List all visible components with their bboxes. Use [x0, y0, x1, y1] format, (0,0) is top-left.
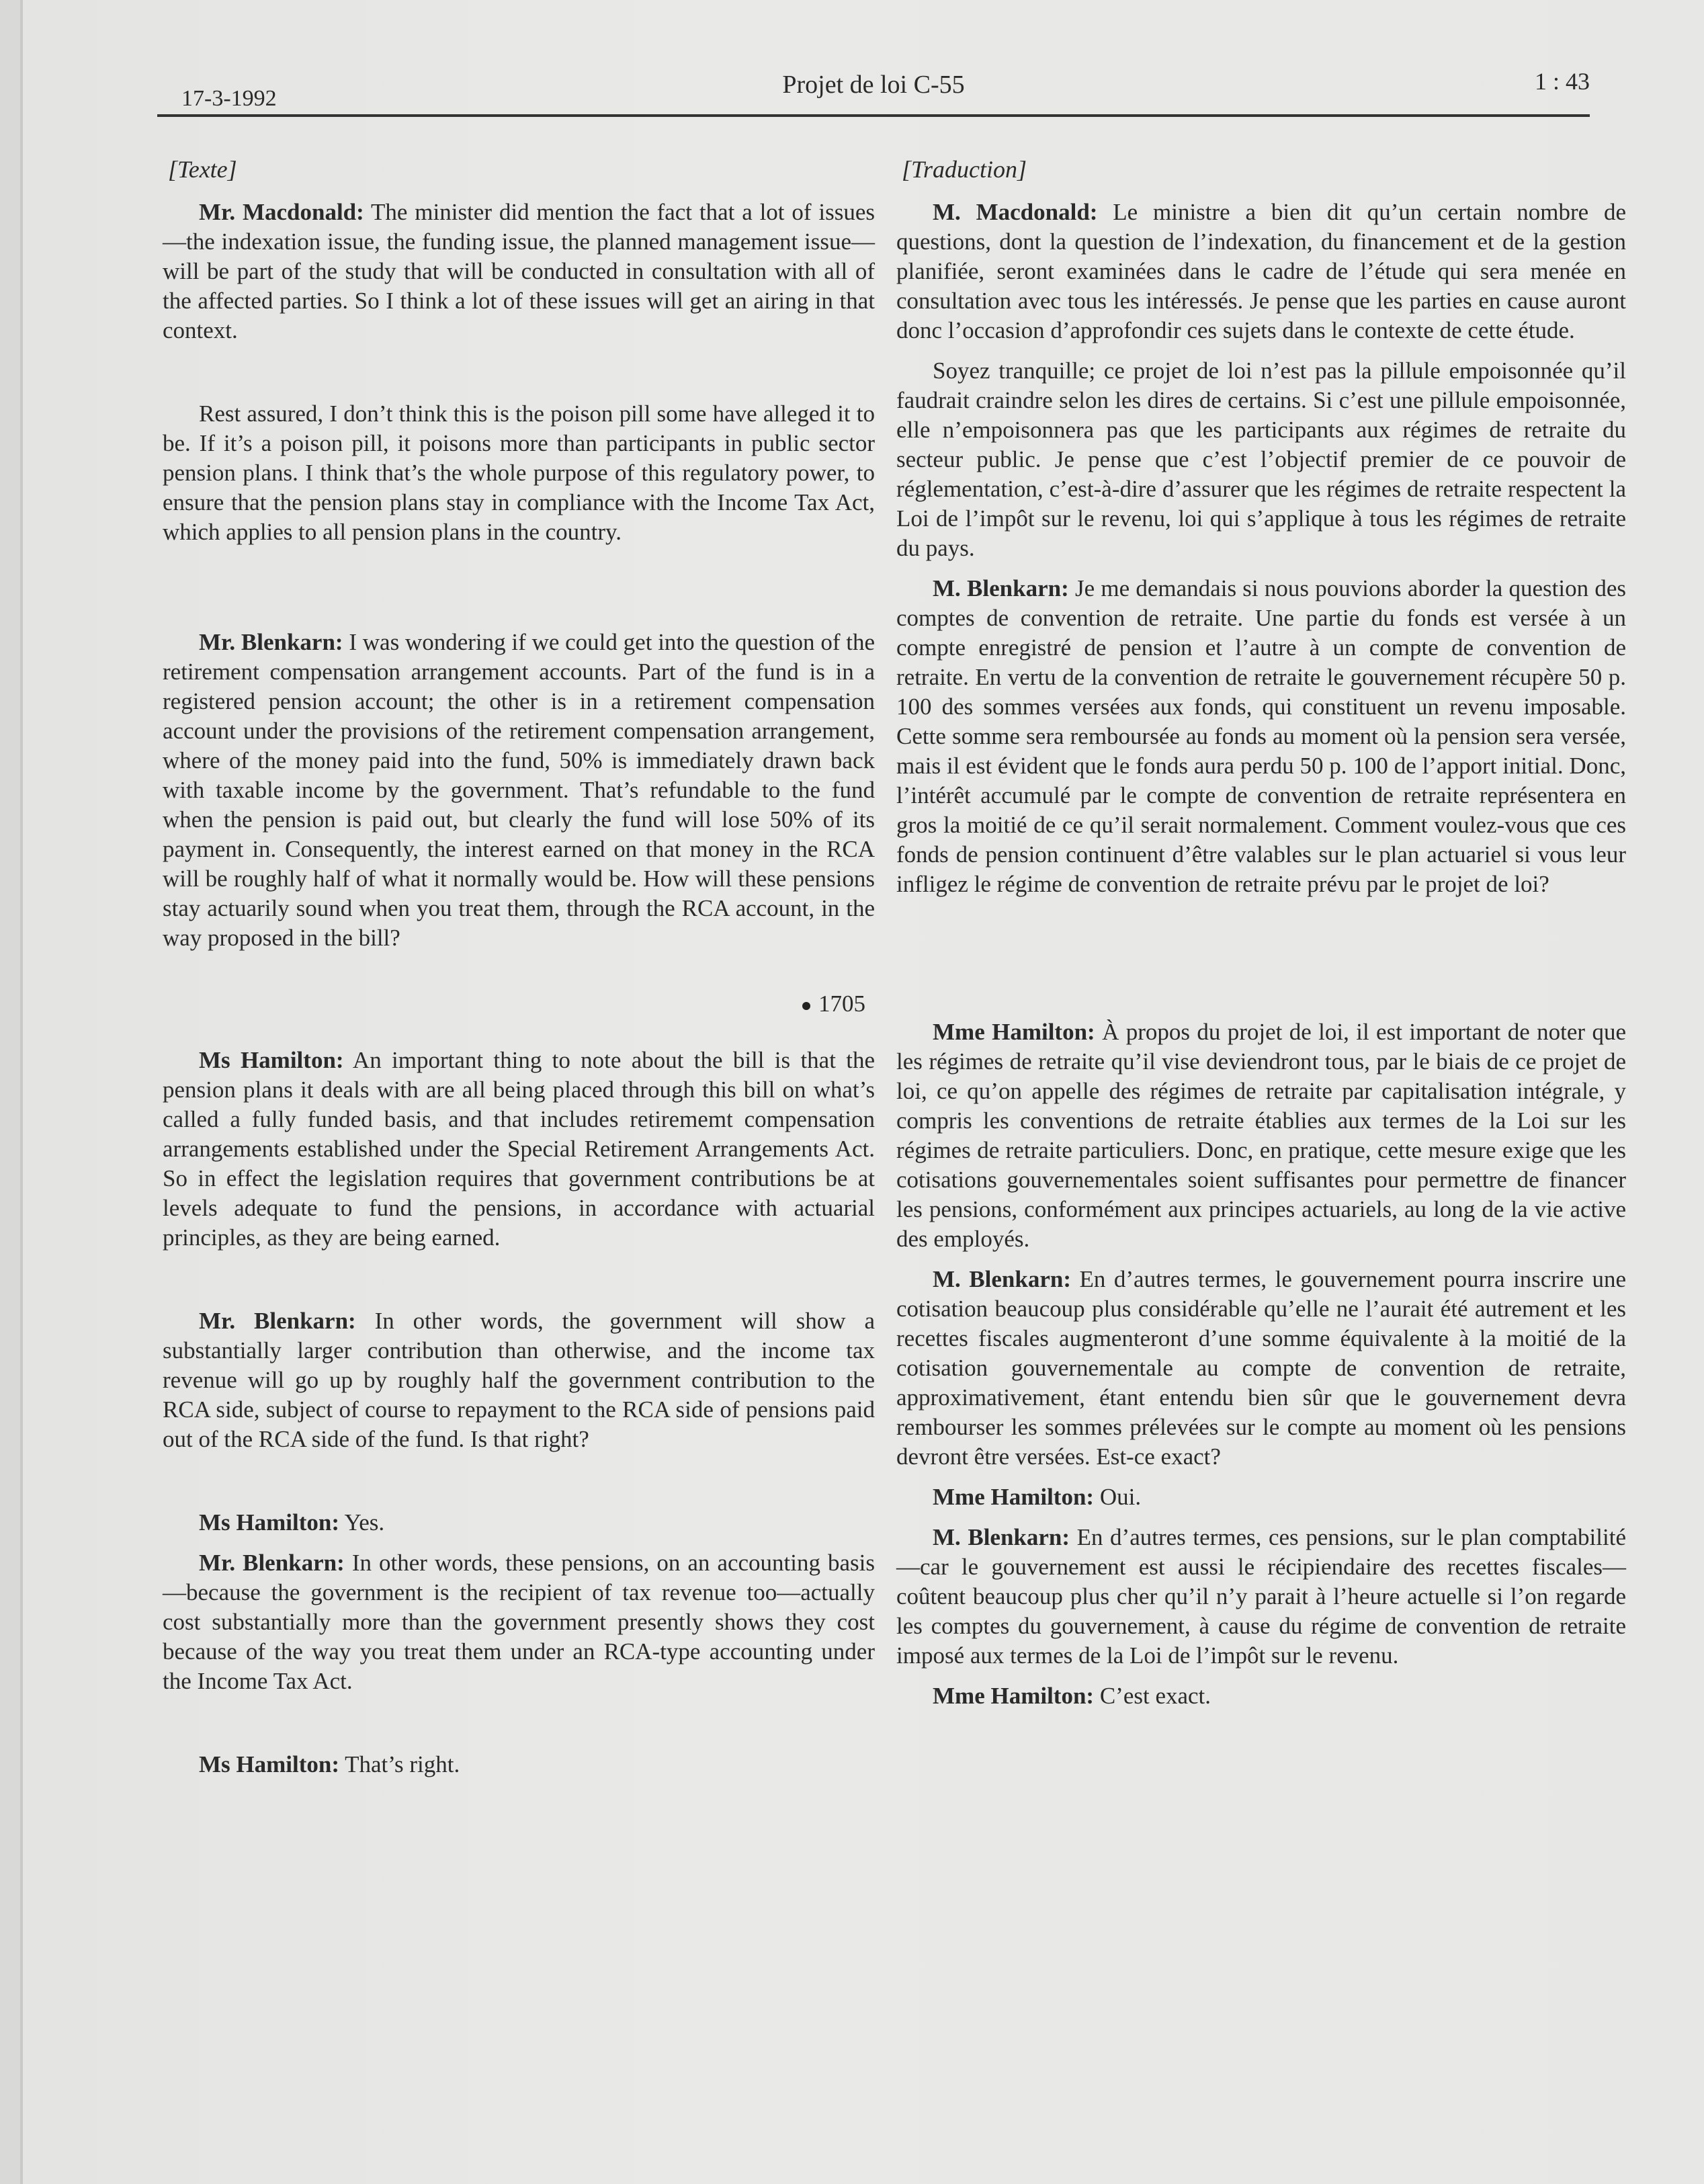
- speaker-name: Mr. Macdonald:: [199, 199, 364, 225]
- section-label-texte: [Texte]: [168, 156, 237, 183]
- speech-text: I was wondering if we could get into the question of the retirement compensation arrangement accounts. Part of the fund is in a registered pension account; the other is in a retirement compensation account under the provisions of the retirement compensation arrangement, where of the money paid into the fund, 50% is immediately drawn back with taxable income by the government. That’s refundable to the fund when the pension is paid out, but clearly the fund will lose 50% of its payment in. Consequently, the interest earned on that money in the RCA will be roughly half of what it normally would be. How will these pensions stay actuarily sound when you treat them, through the RCA account, in the way proposed in the bill?: [163, 629, 876, 951]
- speech-text: À propos du projet de loi, il est important de noter que les régimes de retraite qu’il vise deviendront tous, par le biais de ce projet de loi, ce qu’on appelle des régimes de retraite par capitalisation intégrale, y compris les conventions de retraite établies aux termes de la Loi sur les régimes de retraite particuliers. Donc, en pratique, cette mesure exige que les cotisations gouvernementales soient suffisantes pour permettre de financer les pensions, conformément aux principes actuariels, au long de la vie active des employés.: [896, 1019, 1626, 1252]
- speech-text: Le ministre a bien dit qu’un certain nombre de questions, dont la question de l’indexation, du financement et de la gestion planifiée, seront examinées dans le cadre de l’étude qui sera menée en consultation avec tous les intéressés. Je pense que les parties en cause auront donc l’occasion d’approfondir ces sujets dans le contexte de cette étude.: [896, 199, 1626, 343]
- paragraph-hamilton-right: [163, 1750, 875, 1779]
- header-title: Projet de loi C-55: [782, 71, 965, 99]
- french-column: [896, 155, 1626, 1711]
- speaker-name: M. Blenkarn:: [933, 1266, 1071, 1292]
- speaker-name: Mr. Blenkarn:: [199, 629, 343, 655]
- header-date: 17-3-1992: [181, 86, 277, 111]
- speaker-name: M. Blenkarn:: [933, 575, 1069, 601]
- paragraph-hamilton-exact: [896, 1681, 1626, 1711]
- paragraph-blenkarn-accounting-en: [163, 1548, 875, 1696]
- speech-text: The minister did mention the fact that a lot of issues—the indexation issue, the funding issue, the planned management issue—will be part of the study that will be conducted in consultation with all of the affected parties. So I think a lot of these issues will get an airing in that context.: [163, 199, 876, 343]
- paragraph-rest-assured: [163, 399, 875, 547]
- speech-text: Oui.: [1094, 1484, 1142, 1510]
- speaker-name: Ms Hamilton:: [199, 1509, 340, 1536]
- speech-text: Rest assured, I don’t think this is the poison pill some have alleged it to be. If it’s a poison pill, it poisons more than participants in public sector pension plans. I think that’s the whole purpose of this regulatory power, to ensure that the pension plans stay in compliance with the Income Tax Act, which applies to all pension plans in the country.: [163, 401, 875, 545]
- paragraph-soyez-tranquille: [896, 356, 1626, 563]
- english-column: [163, 155, 875, 1779]
- speech-text: En d’autres termes, le gouvernement pourra inscrire une cotisation beaucoup plus considérable qu’elle ne l’aurait été autrement et les recettes fiscales augmenteront d’une somme équivalente à la moitié de la cotisation gouvernementale au compte de convention de retraite, approximativement, étant entendu bien sûr que le gouvernement devra rembourser les sommes prélevées sur le compte au moment où les pensions devront être versées. Est-ce exact?: [896, 1266, 1626, 1470]
- paragraph-hamilton-funded-en: [163, 1046, 875, 1253]
- section-label-traduction: [Traduction]: [902, 156, 1027, 183]
- speech-text: That’s right.: [339, 1751, 460, 1777]
- paragraph-blenkarn-rca-en: [163, 628, 875, 953]
- speech-text: Je me demandais si nous pouvions aborder la question des comptes de convention de retraite. Une partie du fonds est versée à un compte enregistré de pension et l’autre à un compte de convention de retraite. En vertu de la convention de retraite le gouvernement récupère 50 p. 100 des sommes versées aux fonds, qui constituent un revenu imposable. Cette somme sera remboursée au fonds au moment où la pension sera versée, mais il est évident que le fonds aura perdu 50 p. 100 de l’apport initial. Donc, l’intérêt accumulé par le compte de convention de retraite représentera en gros la moitié de ce qu’il serait normalement. Comment voulez-vous que ces fonds de pension continuent d’être valables sur le plan actuariel si vous leur infligez le régime de convention de retraite prévu par le projet de loi?: [896, 575, 1627, 897]
- paragraph-blenkarn-contribution-en: [163, 1306, 875, 1454]
- speech-text: C’est exact.: [1094, 1683, 1211, 1709]
- document-page: [20, 0, 1704, 2184]
- speaker-name: Mme Hamilton:: [933, 1019, 1095, 1045]
- header-page-number: 1 : 43: [1534, 68, 1590, 95]
- speech-text: An important thing to note about the bill is that the pension plans it deals with are all being placed through this bill on what’s called a fully funded basis, and that includes retirememt compensation arrangements established under the Special Retirement Arrangements Act. So in effect the legislation requires that government contributions be at levels adequate to fund the pensions, in accordance with actuarial principles, as they are being earned.: [163, 1047, 875, 1251]
- time-marker-text: 1705: [818, 991, 865, 1017]
- paragraph-blenkarn-rca-fr: [896, 574, 1626, 899]
- time-marker: [163, 989, 875, 1019]
- page-header: [157, 67, 1590, 117]
- paragraph-macdonald-en: [163, 198, 875, 345]
- paragraph-blenkarn-contribution-fr: [896, 1265, 1626, 1472]
- speaker-name: Ms Hamilton:: [199, 1047, 344, 1073]
- bullet-icon: [802, 1002, 810, 1010]
- paragraph-macdonald-fr: [896, 198, 1626, 345]
- speech-text: In other words, the government will show a substantially larger contribution than otherwise, and the income tax revenue will go up by roughly half the government contribution to the RCA side, subject of course to repayment to the RCA side of pensions paid out of the RCA side of the fund. Is that right?: [163, 1308, 875, 1452]
- speaker-name: Mme Hamilton:: [933, 1683, 1095, 1709]
- speaker-name: Mr. Blenkarn:: [199, 1308, 356, 1334]
- speech-text: En d’autres termes, ces pensions, sur le plan comptabilité—car le gouvernement est aussi le récipiendaire des recettes fiscales—coûtent beaucoup plus cher qu’il n’y parait à l’heure actuelle si l’on regarde les comptes du gouvernement, à cause du régime de convention de retraite imposé aux termes de la Loi de l’impôt sur le revenu.: [896, 1524, 1626, 1669]
- paragraph-hamilton-funded-fr: [896, 1017, 1626, 1254]
- paragraph-blenkarn-accounting-fr: [896, 1523, 1626, 1671]
- speech-text: In other words, these pensions, on an accounting basis—because the government is the recipient of tax revenue too—actually cost substantially more than the government presently shows they cost because of the way you treat them under an RCA-type accounting under the Income Tax Act.: [163, 1550, 876, 1694]
- paragraph-hamilton-yes: [163, 1508, 875, 1538]
- speaker-name: M. Blenkarn:: [933, 1524, 1070, 1550]
- speaker-name: Mme Hamilton:: [933, 1484, 1095, 1510]
- speech-text: Yes.: [339, 1509, 385, 1536]
- speech-text: Soyez tranquille; ce projet de loi n’est pas la pillule empoisonnée qu’il faudrait craindre selon les dires de certains. Si c’est une pillule empoisonnée, elle n’empoisonnera pas que les participants aux régimes de retraite du secteur public. Je pense que c’est l’objectif premier de ce pouvoir de réglementation, c’est-à-dire d’assurer que les régimes de retraite respectent la Loi de l’impôt sur le revenu, loi qui s’applique à tous les régimes de retraite du pays.: [896, 358, 1626, 561]
- speaker-name: Ms Hamilton:: [199, 1751, 340, 1777]
- paragraph-hamilton-oui: [896, 1482, 1626, 1512]
- speaker-name: M. Macdonald:: [933, 199, 1098, 225]
- speaker-name: Mr. Blenkarn:: [199, 1550, 345, 1576]
